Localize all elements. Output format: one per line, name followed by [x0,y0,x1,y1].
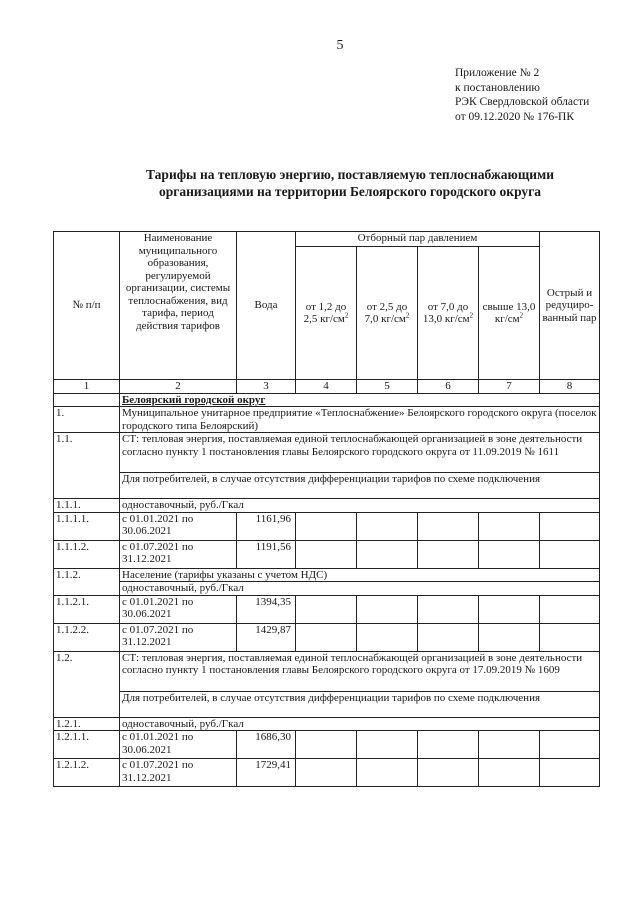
water-tariff: 1161,96 [237,512,296,540]
tariff-group: Население (тарифы указаны с учетом НДС) [120,568,600,582]
page-number: 5 [336,38,344,53]
table-row [54,540,600,568]
row-number: 1.1.1.2. [54,540,120,568]
column-number-row [54,380,600,394]
table-row [54,407,600,433]
col-number: 3 [237,380,296,394]
table-row [54,473,600,499]
header-row [54,232,600,247]
water-tariff: 1191,56 [237,540,296,568]
row-number: 1.1.2.1. [54,595,120,623]
header-pressure-2: от 2,5 до 7,0 $кг/см^2$ [357,247,418,380]
appendix-line: РЭК Свердловской области [455,96,590,108]
table-row [54,582,600,596]
header-steam-group: Отборный пар давлением [296,232,540,247]
table-row [54,433,600,473]
appendix-line: от 09.12.2020 № 176-ПК [455,110,575,123]
period: с 01.07.2021 по 31.12.2021 [120,759,237,787]
col-number: 4 [296,380,357,394]
period: с 01.01.2021 по 30.06.2021 [120,595,237,623]
document-title [70,166,630,200]
tariff-type: одноставочный, руб./Гкал [120,582,600,596]
row-number: 1.1. [54,433,120,499]
section-row [54,393,600,407]
water-tariff: 1394,35 [237,595,296,623]
header-num: № п/п [54,232,120,380]
water-tariff: 1729,41 [237,759,296,787]
header-pressure-1: от 1,2 до 2,5 $кг/см^2$ [296,247,357,380]
table-row [54,731,600,759]
table-row [54,717,600,731]
period: с 01.01.2021 по 30.06.2021 [120,512,237,540]
tariff-table [53,231,600,787]
header-water: Вода [237,232,296,380]
header-sharp-steam: Острый и редуциро-ванный пар [540,232,600,380]
system-description: СТ: тепловая энергия, поставляемая единой теплоснабжающей организацией в зоне деятельности согласно пункту 1 постановления главы Белоярского городского округа от 17.09.2019 № 1609 [120,651,600,691]
system-description: СТ: тепловая энергия, поставляемая единой теплоснабжающей организацией в зоне деятельности согласно пункту 1 постановления главы Белоярского городского округа от 11.09.2019 № 1611 [120,433,600,473]
col-number: 6 [418,380,479,394]
appendix-line: к постановлению [455,81,540,94]
tariff-type: одноставочный, руб./Гкал [120,499,600,513]
row-number: 1.2.1.1. [54,731,120,759]
row-number: 1.2. [54,651,120,717]
row-number: 1.1.1.1. [54,512,120,540]
table-row [54,759,600,787]
org-name: Муниципальное унитарное предприятие «Теплоснабжение» Белоярского городского округа (поселок городского типа Белоярский) [120,407,600,433]
table-row [54,512,600,540]
col-number: 2 [120,380,237,394]
appendix-line: Приложение № 2 [455,67,540,79]
row-number: 1.1.2.2. [54,623,120,651]
table-row [54,691,600,717]
col-number: 7 [479,380,540,394]
title-line: Тарифы на тепловую энергию, поставляемую теплоснабжающими [146,167,554,182]
water-tariff: 1686,30 [237,731,296,759]
consumers-note: Для потребителей, в случае отсутствия дифференциации тарифов по схеме подключения [120,473,600,499]
header-name: Наименование муниципального образования, регулируемой организации, системы теплоснабжения, вид тарифа, период действия тарифов [120,232,237,380]
period: с 01.01.2021 по 30.06.2021 [120,731,237,759]
tariff-type: одноставочный, руб./Гкал [120,717,600,731]
table-row [54,499,600,513]
row-number: 1. [54,407,120,433]
table-row [54,651,600,691]
consumers-note: Для потребителей, в случае отсутствия дифференциации тарифов по схеме подключения [120,691,600,717]
row-number: 1.1.1. [54,499,120,513]
water-tariff: 1429,87 [237,623,296,651]
row-number: 1.1.2. [54,568,120,595]
header-pressure-3: от 7,0 до 13,0 $кг/см^2$ [418,247,479,380]
appendix-note [455,66,589,124]
period: с 01.07.2021 по 31.12.2021 [120,540,237,568]
col-number: 1 [54,380,120,394]
row-number: 1.2.1.2. [54,759,120,787]
section-title: Белоярский городской округ [120,393,600,407]
header-pressure-4: свыше 13,0 $кг/см^2$ [479,247,540,380]
col-number: 5 [357,380,418,394]
period: с 01.07.2021 по 31.12.2021 [120,623,237,651]
table-row [54,623,600,651]
row-number: 1.2.1. [54,717,120,731]
table-row [54,595,600,623]
col-number: 8 [540,380,600,394]
title-line: организациями на территории Белоярского городского округа [158,184,542,199]
table-row [54,568,600,582]
